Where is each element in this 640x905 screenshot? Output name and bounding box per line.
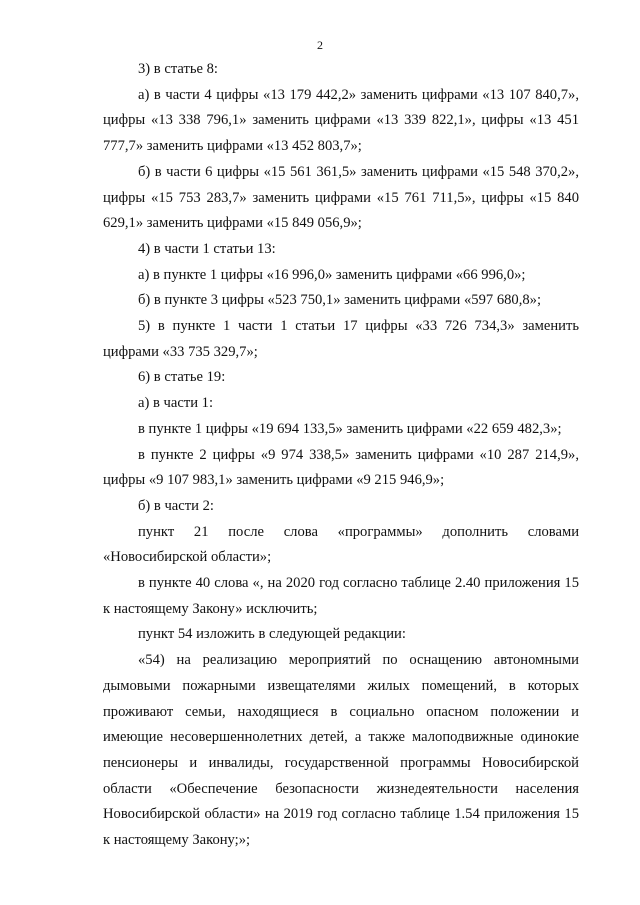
paragraph-article-13-point-1: а) в пункте 1 цифры «16 996,0» заменить цифрами «66 996,0»; [138,266,526,283]
page-number: 2 [317,38,323,52]
paragraph-article-19-point-1: в пункте 1 цифры «19 694 133,5» заменить цифрами «22 659 482,3»; [138,420,562,437]
paragraph-article-8: 3) в статье 8: [138,61,218,77]
paragraph-point-54-text: «54) на реализацию мероприятий по оснащению автономными дымовыми пожарными извещателями жилых помещений, в которых проживают семьи, находящиеся в социально опасном положении и имеющие несовершеннолетних детей, а также малоподвижные одинокие пенсионеры и инвалиды, государственной программы Новосибирской области «Обеспечение безопасности жизнедеятельности населения Новосибирской области» на 2019 год согласно таблице 1.54 приложения 15 к настоящему Закону;»; [103,652,579,849]
paragraph-article-19-point-2: в пункте 2 цифры «9 974 338,5» заменить цифрами «10 287 214,9», цифры «9 107 983,1» заменить цифрами «9 215 946,9»; [103,446,579,489]
paragraph-point-54-intro: пункт 54 изложить в следующей редакции: [138,626,406,643]
paragraph-article-13-point-3: б) в пункте 3 цифры «523 750,1» заменить цифрами «597 680,8»; [138,292,542,309]
paragraph-article-13: 4) в части 1 статьи 13: [138,240,276,257]
paragraph-article-8-part-4: а) в части 4 цифры «13 179 442,2» заменить цифрами «13 107 840,7», цифры «13 338 796,1» заменить цифрами «13 339 822,1», цифры «13 451 777,7» заменить цифрами «13 452 803,7»; [103,86,579,155]
paragraph-article-19: 6) в статье 19: [138,369,226,386]
paragraph-article-17: 5) в пункте 1 части 1 статьи 17 цифры «33 726 734,3» заменить цифрами «33 735 329,7»; [103,318,579,360]
document-body [103,57,579,854]
paragraph-article-19-part-2: б) в части 2: [138,497,214,514]
paragraph-point-40: в пункте 40 слова «, на 2020 год согласно таблице 2.40 приложения 15 к настоящему Закону» исключить; [103,575,579,617]
paragraph-point-21: пункт 21 после слова «программы» дополнить словами «Новосибирской области»; [103,523,579,566]
paragraph-article-19-part-1: а) в части 1: [138,395,214,412]
paragraph-article-8-part-6: б) в части 6 цифры «15 561 361,5» заменить цифрами «15 548 370,2», цифры «15 753 283,7» заменить цифрами «15 761 711,5», цифры «15 840 629,1» заменить цифрами «15 849 056,9»; [103,163,579,232]
